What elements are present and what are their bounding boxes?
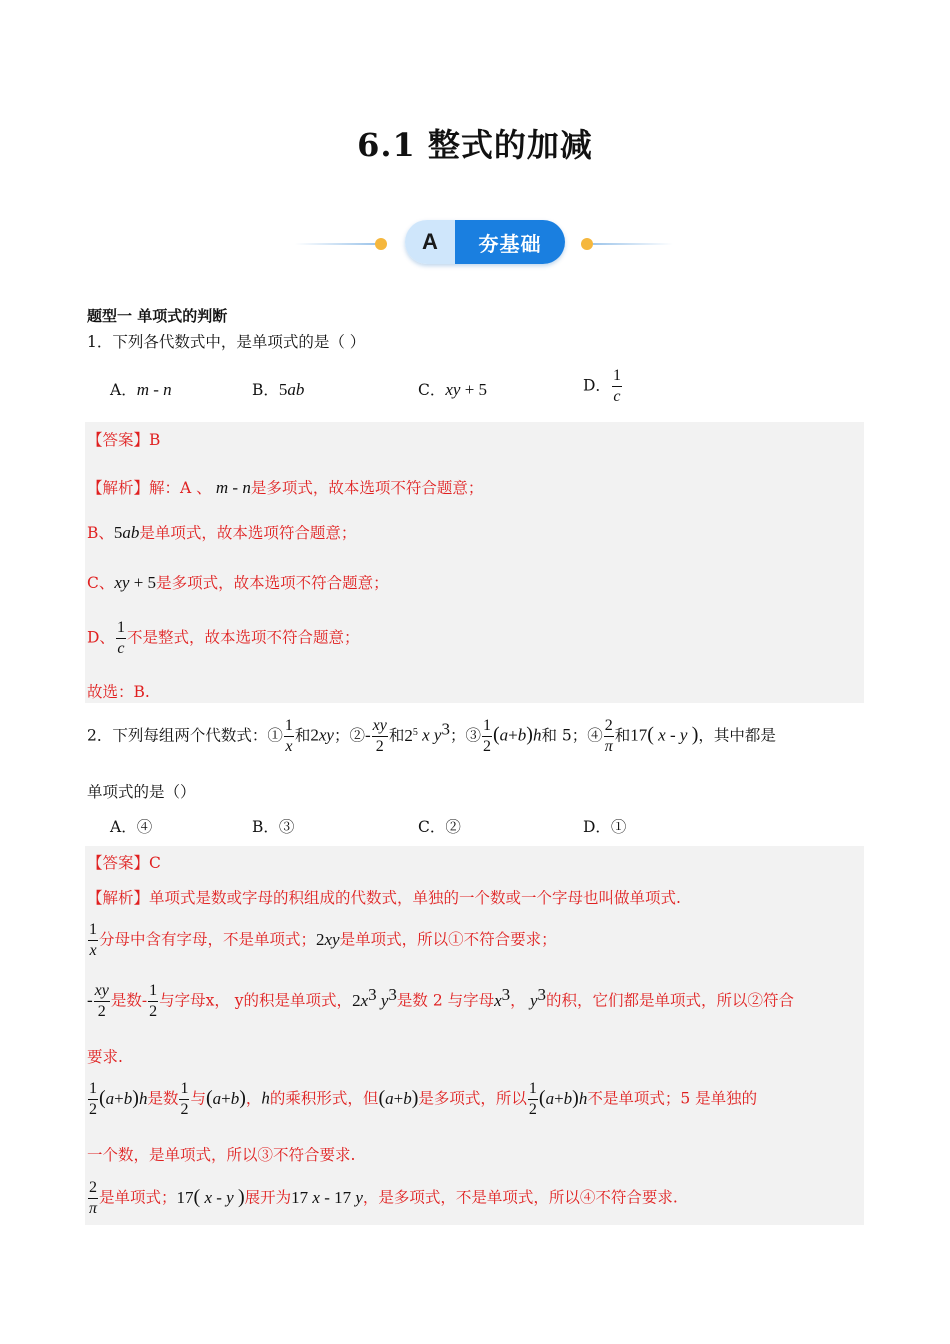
- q1-analysis-l2-a: B、: [87, 524, 114, 542]
- q2-stem-a: 2．下列每组两个代数式：①: [87, 726, 283, 745]
- q1-analysis-l3-b: 是多项式，故本选项不符合题意；: [156, 574, 389, 592]
- question-2-stem-line-2: 单项式的是（）: [87, 783, 196, 801]
- q2-option-b: B．③: [252, 818, 295, 836]
- q1-option-c-letter: C．: [418, 381, 446, 399]
- section-heading: 题型一 单项式的判断: [87, 307, 228, 325]
- banner-pill: [405, 220, 565, 264]
- q1-answer-box: [85, 422, 864, 703]
- q2-analysis-l5-b: 与: [190, 1089, 206, 1108]
- q1-analysis-line-3: C、xy + 5是多项式，故本选项不符合题意；: [87, 573, 389, 592]
- q2-analysis-l1: 单项式是数或字母的积组成的代数式，单独的一个数或一个字母也叫做单项式.: [149, 889, 681, 907]
- banner-line-right: [593, 243, 673, 245]
- q1-analysis-line-2: B、5ab是单项式，故本选项符合题意；: [87, 523, 357, 542]
- page-title: 6.1 整式的加减: [357, 126, 593, 164]
- q2-analysis-l5-c: ，: [245, 1089, 262, 1108]
- q1-option-c: C．xy + 5: [418, 380, 488, 399]
- q2-option-c: C．②: [418, 818, 461, 836]
- q2-analysis-l2-a: 分母中含有字母，不是单项式；: [99, 930, 317, 949]
- q2-stem-g: 和: [614, 726, 631, 745]
- q2-analysis-l3-d: ，: [510, 991, 526, 1010]
- q1-analysis-l3-a: C、: [87, 574, 115, 592]
- q2-analysis-l5-d: 的乘积形式，但: [269, 1089, 379, 1108]
- q2-stem-h: ，其中都是: [698, 726, 776, 745]
- q2-analysis-line-4: 要求.: [87, 1048, 123, 1066]
- q2-stem-b: 和: [294, 726, 311, 745]
- question-1-stem: 1．下列各代数式中，是单项式的是（ ）: [87, 333, 366, 351]
- q1-analysis-line-5: 故选：B.: [87, 683, 150, 701]
- q1-analysis-line-4: D、 $\frac{1}{c}$ 不是整式，故本选项不符合题意；: [87, 619, 360, 657]
- q2-analysis-line-5: $\frac{1}{2}$ (a+b)h是数 $\frac{1}{2}$ 与(a+b)，h的乘积形式，但(a+b)是多项式，所以 $\frac{1}{2}$ (a+b)h不是单项式；5 是单独的: [89, 1080, 758, 1118]
- q2-stem-c: ；②: [333, 726, 365, 745]
- section-banner: [295, 218, 675, 266]
- banner-dot-left: [375, 238, 387, 250]
- q1-analysis-l1-a: 解：A 、: [149, 479, 212, 497]
- q2-analysis-l3-b: 与字母x， y的积是单项式，: [159, 991, 353, 1010]
- q2-option-a: A．④: [110, 818, 153, 836]
- banner-letter: A: [405, 220, 455, 264]
- q2-analysis-l3-a: 是数-: [110, 991, 148, 1010]
- banner-line-left: [295, 243, 375, 245]
- q1-analysis-l1-b: 是多项式，故本选项不符合题意；: [250, 479, 484, 497]
- banner-dot-right: [581, 238, 593, 250]
- q2-analysis-l5-a: 是数: [147, 1089, 179, 1108]
- q1-option-d-letter: D．: [583, 376, 611, 395]
- q2-analysis-head: 【解析】: [87, 889, 150, 907]
- q1-answer: 【答案】B: [87, 431, 161, 449]
- q1-analysis-l4-b: 不是整式，故本选项不符合题意；: [126, 628, 360, 647]
- q2-analysis-line-3: - $\frac{xy}{2}$ 是数- $\frac{1}{2}$ 与字母x， y的积是单项式，$2x^3$ $y^3$是数 2 与字母$x^3$， $y^3$的积，它们都是单项式，所以②符合: [87, 982, 794, 1020]
- q2-stem-d: 和: [388, 726, 405, 745]
- q1-analysis-head: 【解析】: [87, 479, 150, 497]
- q1-analysis-l4-a: D、: [87, 628, 115, 647]
- q1-option-d: D． $\frac{1}{c}$: [583, 367, 621, 405]
- q2-analysis-l2-b: 是单项式，所以①不符合要求；: [339, 930, 557, 949]
- q2-analysis-l5-f: 不是单项式；5 是单独的: [587, 1089, 758, 1108]
- q2-analysis-line-1: [87, 886, 681, 908]
- q2-stem-f: 和 5；④: [541, 726, 603, 745]
- q2-analysis-line-6: 一个数，是单项式，所以③不符合要求.: [87, 1146, 356, 1164]
- banner-label: 夯基础: [455, 220, 565, 264]
- q2-option-d: D．①: [583, 818, 627, 836]
- question-2-stem-line-1: 2．下列每组两个代数式：① $\frac{1}{x}$ 和2xy；②- $\frac{xy}{2}$ 和$2^5$ x $y^3$；③ $\frac{1}{2}$ (a+b)h和 5；④ $\frac{2}{\pi}$ 和17( x - y )，其中都是: [87, 717, 776, 755]
- q2-analysis-l7-c: ，是多项式，不是单项式，所以④不符合要求.: [362, 1188, 678, 1207]
- q1-option-b: B．5ab: [252, 380, 305, 399]
- q2-analysis-line-2: $\frac{1}{x}$ 分母中含有字母，不是单项式；2xy是单项式，所以①不符合要求；: [89, 921, 557, 959]
- q2-analysis-l3-c: 是数 2 与字母: [396, 991, 495, 1010]
- q2-analysis-l7-b: 展开为: [244, 1188, 292, 1207]
- q1-option-a-letter: A．: [110, 381, 137, 399]
- q1-option-b-letter: B．: [252, 381, 279, 399]
- q1-analysis-l2-b: 是单项式，故本选项符合题意；: [139, 524, 357, 542]
- q2-analysis-l7-a: 是单项式；: [99, 1188, 177, 1207]
- q2-analysis-line-7: $\frac{2}{\pi}$ 是单项式；17( x - y )展开为17 x - 17 y，是多项式，不是单项式，所以④不符合要求.: [88, 1179, 678, 1217]
- q1-analysis-line-1: 【解析】解：A 、 m - n是多项式，故本选项不符合题意；: [87, 478, 484, 497]
- q2-analysis-l3-e: 的积，它们都是单项式，所以②符合: [545, 991, 794, 1010]
- q2-analysis-l5-e: 是多项式，所以: [418, 1089, 527, 1108]
- q1-option-a: A．m - n: [110, 380, 172, 399]
- q2-stem-e: ；③: [449, 726, 481, 745]
- q2-answer: 【答案】C: [87, 854, 161, 872]
